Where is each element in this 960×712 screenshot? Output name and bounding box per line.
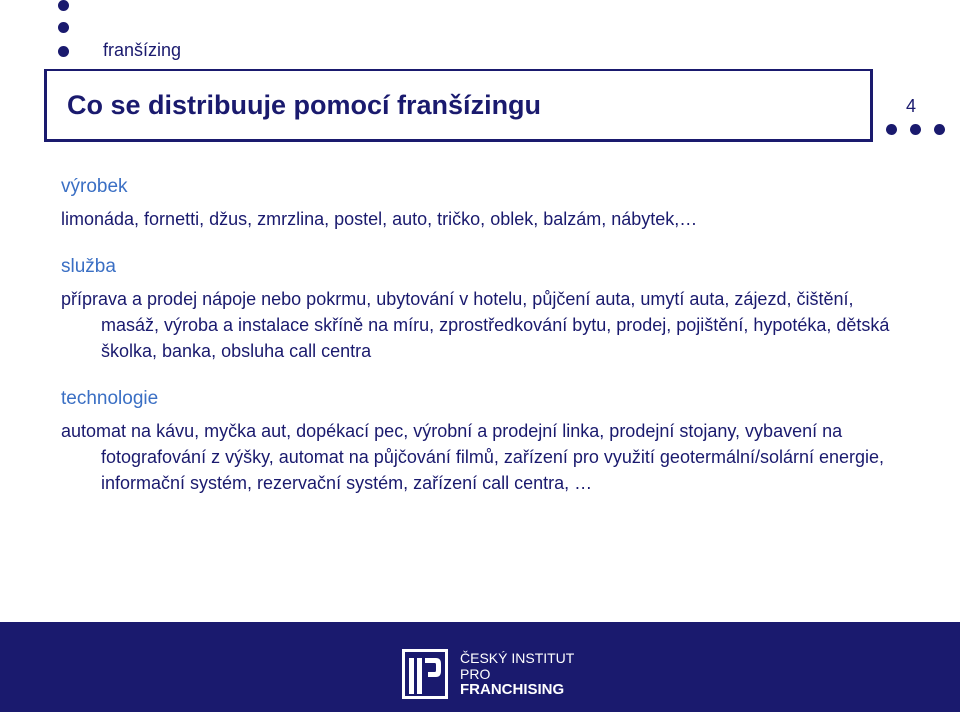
decorative-dot <box>58 46 69 57</box>
decorative-dot <box>910 124 921 135</box>
institute-logo-text <box>460 650 574 698</box>
section-technology <box>61 386 901 496</box>
section-body: limonáda, fornetti, džus, zmrzlina, postel, auto, tričko, oblek, balzám, nábytek,… <box>61 209 698 229</box>
title-box <box>44 69 873 142</box>
section-body: příprava a prodej nápoje nebo pokrmu, ubytování v hotelu, půjčení auta, umytí auta, zájezd, čištění, masáž, výroba a instalace skříně na míru, zprostředkování bytu, prodej, pojištění, hypotéka, dětská školka, banka, obsluha call centra <box>61 289 890 361</box>
institute-logo-icon <box>402 649 448 699</box>
section-heading: technologie <box>61 388 159 409</box>
slide-content <box>61 174 901 518</box>
decorative-dot <box>58 0 69 11</box>
decorative-dot <box>934 124 945 135</box>
section-body: automat na kávu, myčka aut, dopékací pec, výrobní a prodejní linka, prodejní stojany, vybavení na fotografování z výšky, automat na půjčování filmů, zařízení pro využití geotermální/solární energie, informační systém, rezervační systém, zařízení call centra, … <box>61 421 885 493</box>
logo-line: PRO <box>460 666 491 682</box>
section-service <box>61 254 901 364</box>
page-title: Co se distribuuje pomocí franšízingu <box>67 89 542 120</box>
logo-line: ČESKÝ INSTITUT <box>460 650 575 666</box>
decorative-dot <box>58 22 69 33</box>
section-product <box>61 174 901 232</box>
page-number: 4 <box>906 96 917 116</box>
section-heading: výrobek <box>61 176 128 197</box>
decorative-dot <box>886 124 897 135</box>
logo-line: FRANCHISING <box>460 681 565 698</box>
topic-label: franšízing <box>103 40 182 60</box>
section-heading: služba <box>61 256 116 277</box>
